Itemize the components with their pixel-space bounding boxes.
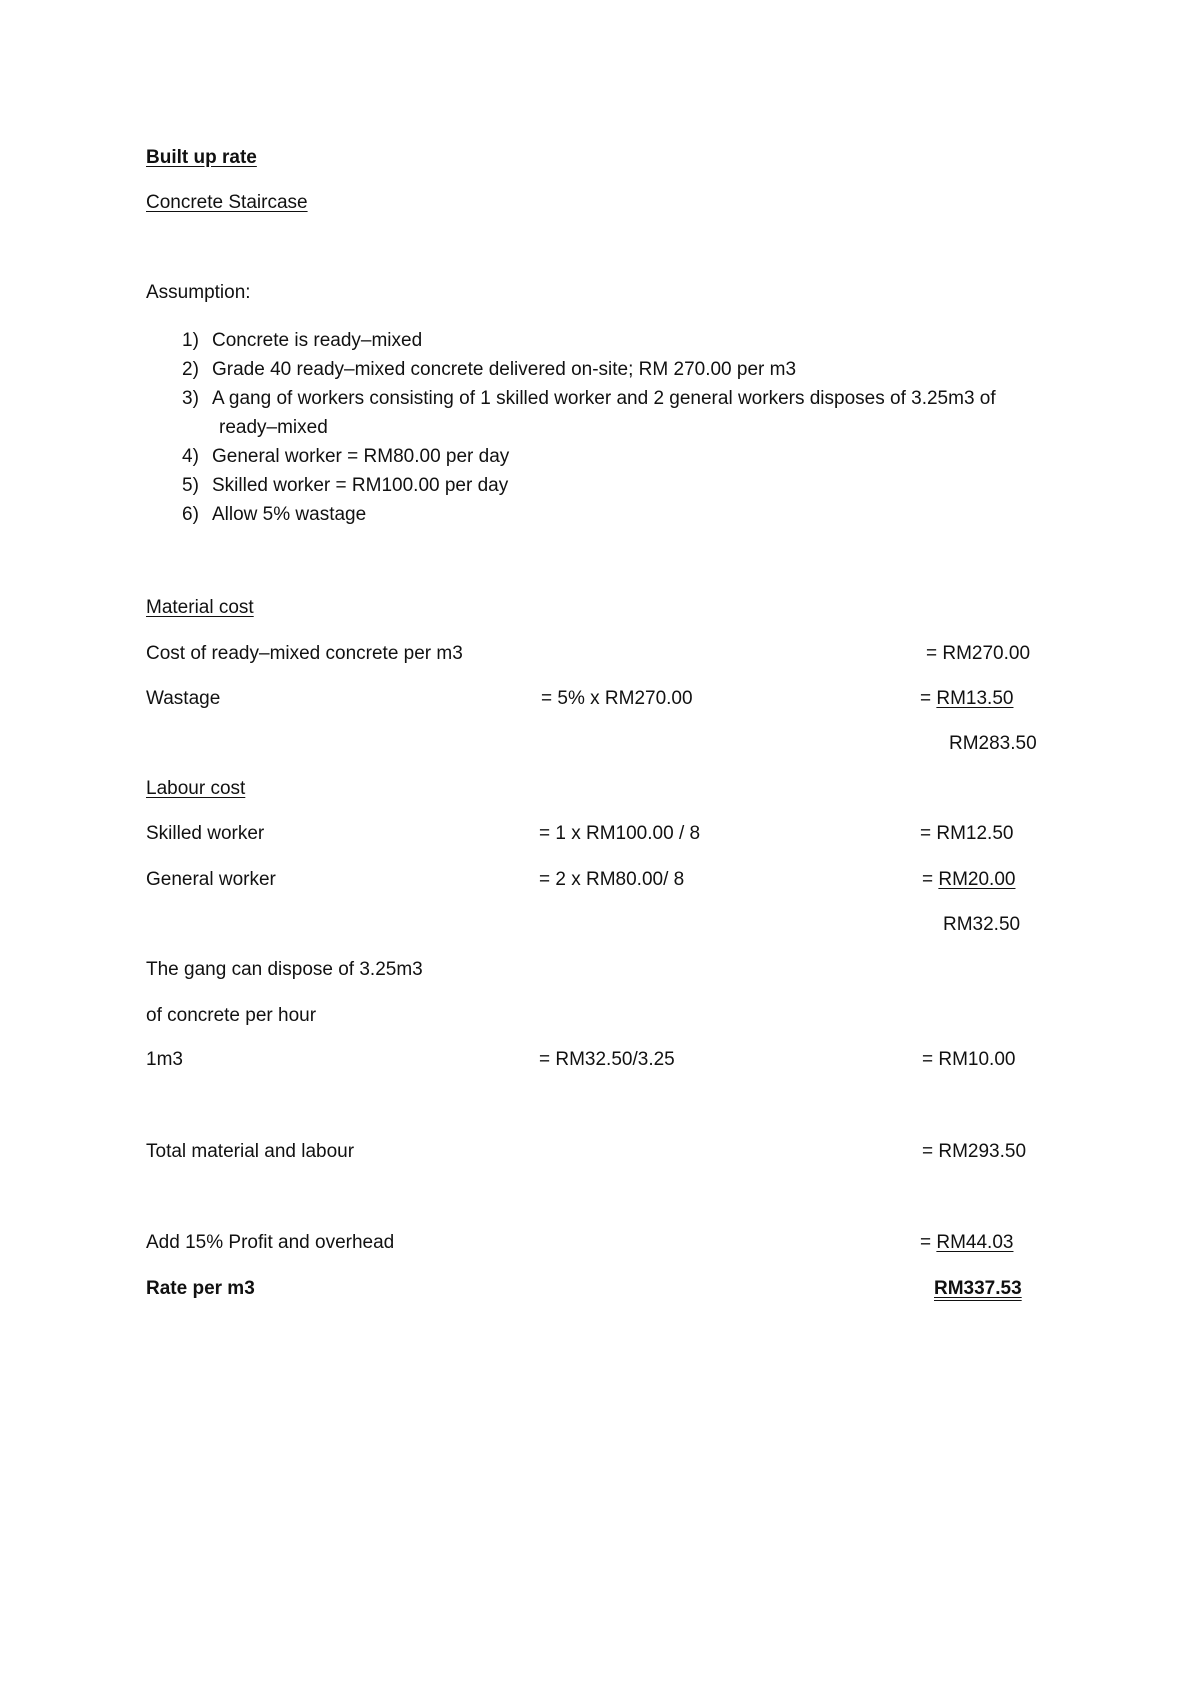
general-worker-label: General worker <box>146 869 276 890</box>
assumption-text: Skilled worker = RM100.00 per day <box>212 475 509 496</box>
gang-note-line2: of concrete per hour <box>146 1005 317 1026</box>
page-title: Built up rate <box>146 147 257 168</box>
assumption-text: A gang of workers consisting of 1 skilled worker and 2 general workers disposes of 3.25m3 of <box>212 388 996 409</box>
assumption-number: 3) <box>182 388 199 409</box>
wastage-label: Wastage <box>146 688 221 709</box>
general-worker-calc: = 2 x RM80.00/ 8 <box>539 869 685 890</box>
general-worker-result <box>922 868 1015 892</box>
equals-sign: = <box>922 869 939 890</box>
wastage-amount: RM13.50 <box>936 688 1014 709</box>
gang-note-line1: The gang can dispose of 3.25m3 <box>146 959 423 980</box>
assumption-item <box>182 474 508 498</box>
assumption-number: 4) <box>182 446 199 467</box>
assumption-item <box>182 329 422 353</box>
skilled-worker-calc: = 1 x RM100.00 / 8 <box>539 823 701 844</box>
rate-result: RM337.53 <box>934 1278 1022 1299</box>
profit-amount: RM44.03 <box>936 1232 1014 1253</box>
rate-label: Rate per m3 <box>146 1278 255 1299</box>
profit-label: Add 15% Profit and overhead <box>146 1232 395 1253</box>
assumption-continuation: ready–mixed <box>219 417 328 438</box>
equals-sign: = <box>920 1232 937 1253</box>
per-m3-result: = RM10.00 <box>922 1049 1016 1070</box>
per-m3-label: 1m3 <box>146 1049 183 1070</box>
material-subtotal: RM283.50 <box>949 733 1037 754</box>
assumption-number: 2) <box>182 359 199 380</box>
page-subtitle: Concrete Staircase <box>146 192 308 213</box>
wastage-calc: = 5% x RM270.00 <box>541 688 693 709</box>
profit-result <box>920 1231 1013 1255</box>
assumption-label: Assumption: <box>146 282 251 303</box>
per-m3-calc: = RM32.50/3.25 <box>539 1049 675 1070</box>
material-row-result: = RM270.00 <box>926 643 1031 664</box>
assumption-item <box>182 387 996 411</box>
assumption-number: 1) <box>182 330 199 351</box>
assumption-item <box>182 445 509 469</box>
assumption-item <box>182 503 366 527</box>
equals-sign: = <box>920 688 937 709</box>
total-result: = RM293.50 <box>922 1141 1027 1162</box>
general-worker-amount: RM20.00 <box>938 869 1016 890</box>
assumption-text: Allow 5% wastage <box>212 504 367 525</box>
labour-subtotal: RM32.50 <box>943 914 1021 935</box>
assumption-text: Grade 40 ready–mixed concrete delivered on-site; RM 270.00 per m3 <box>212 359 797 380</box>
labour-cost-heading: Labour cost <box>146 778 246 799</box>
assumption-number: 5) <box>182 475 199 496</box>
assumption-text: Concrete is ready–mixed <box>212 330 423 351</box>
skilled-worker-result: = RM12.50 <box>920 823 1014 844</box>
wastage-result <box>920 687 1013 711</box>
total-label: Total material and labour <box>146 1141 355 1162</box>
assumption-text: General worker = RM80.00 per day <box>212 446 510 467</box>
material-cost-heading: Material cost <box>146 597 254 618</box>
assumption-number: 6) <box>182 504 199 525</box>
assumption-item <box>182 358 796 382</box>
material-row-label: Cost of ready–mixed concrete per m3 <box>146 643 463 664</box>
skilled-worker-label: Skilled worker <box>146 823 265 844</box>
